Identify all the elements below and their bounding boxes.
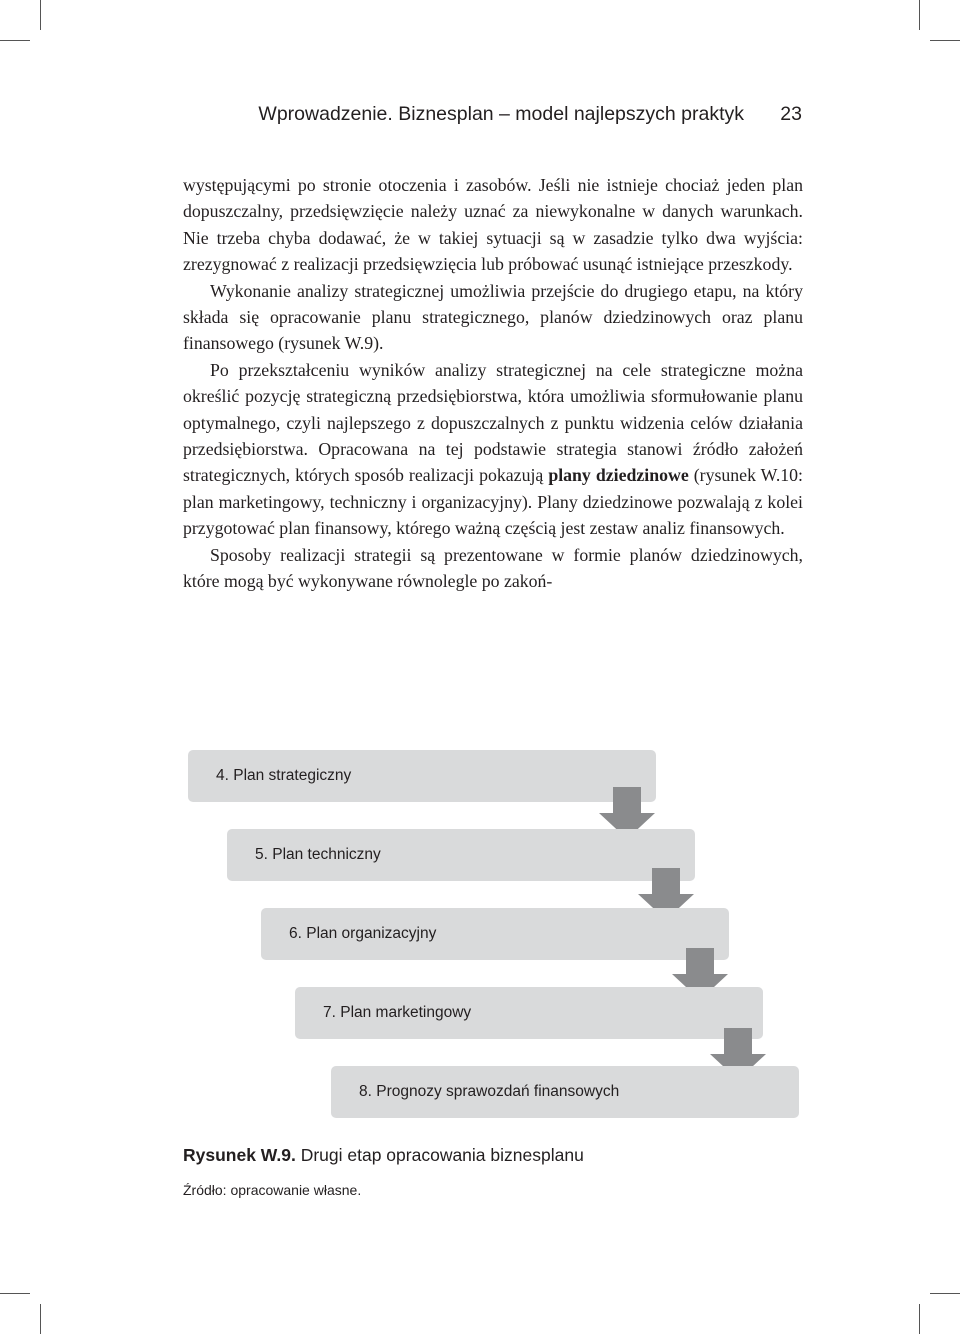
body-text xyxy=(183,172,803,595)
crop-mark xyxy=(919,1304,920,1334)
crop-mark xyxy=(930,1293,960,1294)
crop-mark xyxy=(40,0,41,30)
caption-label: Rysunek W.9. xyxy=(183,1145,296,1165)
crop-mark xyxy=(930,40,960,41)
step-label: 6. Plan organizacyjny xyxy=(289,925,437,942)
paragraph-3 xyxy=(183,357,803,542)
step-label: 4. Plan strategiczny xyxy=(216,767,352,784)
step-box xyxy=(295,987,763,1039)
paragraph-4: Sposoby realizacji strategii są prezentowane w formie planów dziedzinowych, które mogą być wykonywane równolegle po zakoń- xyxy=(183,544,803,592)
figure-source: Źródło: opracowanie własne. xyxy=(183,1182,362,1198)
crop-mark xyxy=(40,1304,41,1334)
step-label: 8. Prognozy sprawozdań finansowych xyxy=(359,1083,620,1100)
step-box xyxy=(227,829,695,881)
caption-text: Drugi etap opracowania biznesplanu xyxy=(300,1145,584,1165)
figure-caption xyxy=(183,1145,584,1166)
step-box xyxy=(188,750,656,802)
crop-mark xyxy=(0,40,30,41)
paragraph-3-bold: plany dziedzinowe xyxy=(548,465,689,486)
step-label: 5. Plan techniczny xyxy=(255,846,381,863)
paragraph-3-part-b: (rysunek W.10: plan marketingowy, techniczny i organizacyjny). Plany dziedzinowe pozwalają z kolei przygotować plan finansowy, którego ważną częścią jest zestaw analiz finansowych. xyxy=(183,465,803,539)
paragraph-1: występującymi po stronie otoczenia i zasobów. Jeśli nie istnieje chociaż jeden plan dopuszczalny, przedsięwzięcie należy uznać za niewykonalne w danych warunkach. Nie trzeba chyba dodawać, że w takiej sytuacji są w zasadzie tylko dwa wyjścia: zrezygnować z realizacji przedsięwzięcia lub próbować usunąć istniejące przeszkody. xyxy=(183,175,803,275)
page-number: 23 xyxy=(780,103,802,125)
step-box xyxy=(331,1066,799,1118)
paragraph-2: Wykonanie analizy strategicznej umożliwia przejście do drugiego etapu, na który składa się opracowanie planu strategicznego, planów dziedzinowych oraz planu finansowego (rysunek W.9). xyxy=(183,280,803,354)
step-label: 7. Plan marketingowy xyxy=(323,1004,472,1021)
running-header xyxy=(180,100,802,130)
step-box xyxy=(261,908,729,960)
crop-mark xyxy=(0,1293,30,1294)
paragraph-3-part-a: Po przekształceniu wyników analizy strategicznej na cele strategiczne można określić pozycję strategiczną przedsiębiorstwa, która umożliwia sformułowanie planu optymalnego, czyli najlepszego z dopuszczalnych z punktu widzenia celów działania przedsiębiorstwa. Opracowana na tej podstawie strategia stanowi źródło założeń strategicznych, których sposób realizacji pokazują xyxy=(183,359,803,486)
crop-mark xyxy=(919,0,920,30)
header-title: Wprowadzenie. Biznesplan – model najlepszych praktyk xyxy=(258,103,744,125)
